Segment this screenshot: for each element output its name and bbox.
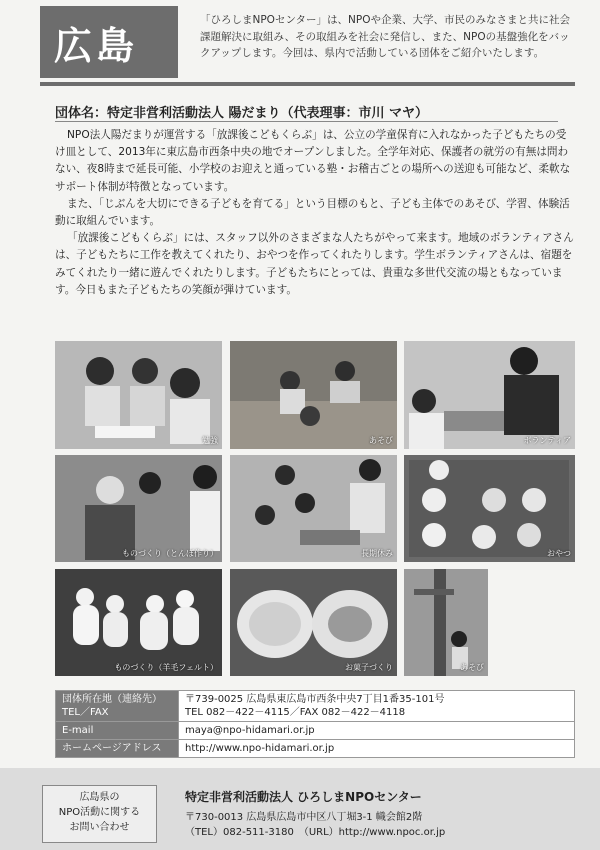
photo-felt-craft [55,569,222,676]
photo-sweets-making [230,569,397,676]
website-label: ホームページアドレス [56,740,179,758]
header-rule [40,82,575,86]
photo-caption: ボランティア [523,436,571,445]
photo-caption: ものづくり（羊毛フェルト） [114,663,218,672]
website-value[interactable]: http://www.npo-hidamari.or.jp [179,740,575,758]
email-label: E-mail [56,722,179,740]
org-title-rule [55,121,558,122]
paragraph-2: また、「じぶんを大切にできる子どもを育てる」という目標のもと、子ども主体でのあそび、学習、体験活動に取組んでいます。 [55,197,570,228]
photo-caption: おやつ [547,549,571,558]
footer-org-name: 特定非営利活動法人 ひろしまNPOセンター [185,790,422,804]
address-value: 〒739-0025 広島県東広島市西条中央7丁目1番35-101号 TEL 082－422－4115／FAX 082－422－4118 [179,691,575,722]
body-text [55,127,575,299]
intro-text: 「ひろしまNPOセンター」は、NPOや企業、大学、市民のみなさまと共に社会課題解決に取組み、その取組みを社会に発信し、また、NPOの基盤強化をバックアップします。今回は、県内で活動している団体をご紹介いたします。 [200,14,570,59]
footer-address: 〒730-0013 広島県広島市中区八丁堀3-1 幟会館2階 [185,812,423,823]
photo-long-vacation [230,455,397,562]
paragraph-1: NPO法人陽だまりが運営する「放課後こどもくらぶ」は、公立の学童保育に入れなかった子どもたちの受け皿として、2013年に東広島市西条中央の地でオープンしました。全学年対応、保護者の就労の有無は問わない、夜8時まで延長可能、小学校のお迎えと通っている塾・お稽古ごとの場所への送迎も可能など、柔軟なサポート体制が特徴となっています。 [55,129,571,193]
footer-contact: （TEL）082-511-3180 （URL）http://www.npoc.or.jp [185,827,446,838]
photo-study [55,341,222,449]
region-title: 広島 [40,6,178,78]
photo-caption: 長期休み [361,549,393,558]
paragraph-3: 「放課後こどもくらぶ」には、スタッフ以外のさまざまな人たちがやって来ます。地域のボランティアさんは、子どもたちに工作を教えてくれたり、おやつを作ってくれたりします。学生ボランティアさんは、宿題をみてくれたり一緒に遊んでくれたりします。子どもたちにとっては、貴重な多世代交流の場ともなっています。今日もまた子どもたちの笑顔が弾けています。 [55,232,574,296]
photo-play-sand [230,341,397,449]
email-value[interactable]: maya@npo-hidamari.or.jp [179,722,575,740]
photo-caption: あそび [369,436,393,445]
org-title: 団体名：特定非営利活動法人 陽だまり（代表理事：市川 マヤ） [55,106,429,121]
address-label: 団体所在地（連絡先） TEL／FAX [56,691,179,722]
photo-caption: 勉強 [202,436,218,445]
contact-table [55,690,575,758]
photo-snacks [404,455,575,562]
photo-caption: お菓子づくり [345,663,393,672]
photo-caption: ものづくり（とんぼ作り） [122,549,218,558]
photo-caption: あそび [460,663,484,672]
inquiry-box: 広島県の NPO活動に関する お問い合わせ [42,785,157,843]
photo-volunteer [404,341,575,449]
photo-play-tree [404,569,488,676]
photo-crafting-dragonfly [55,455,222,562]
